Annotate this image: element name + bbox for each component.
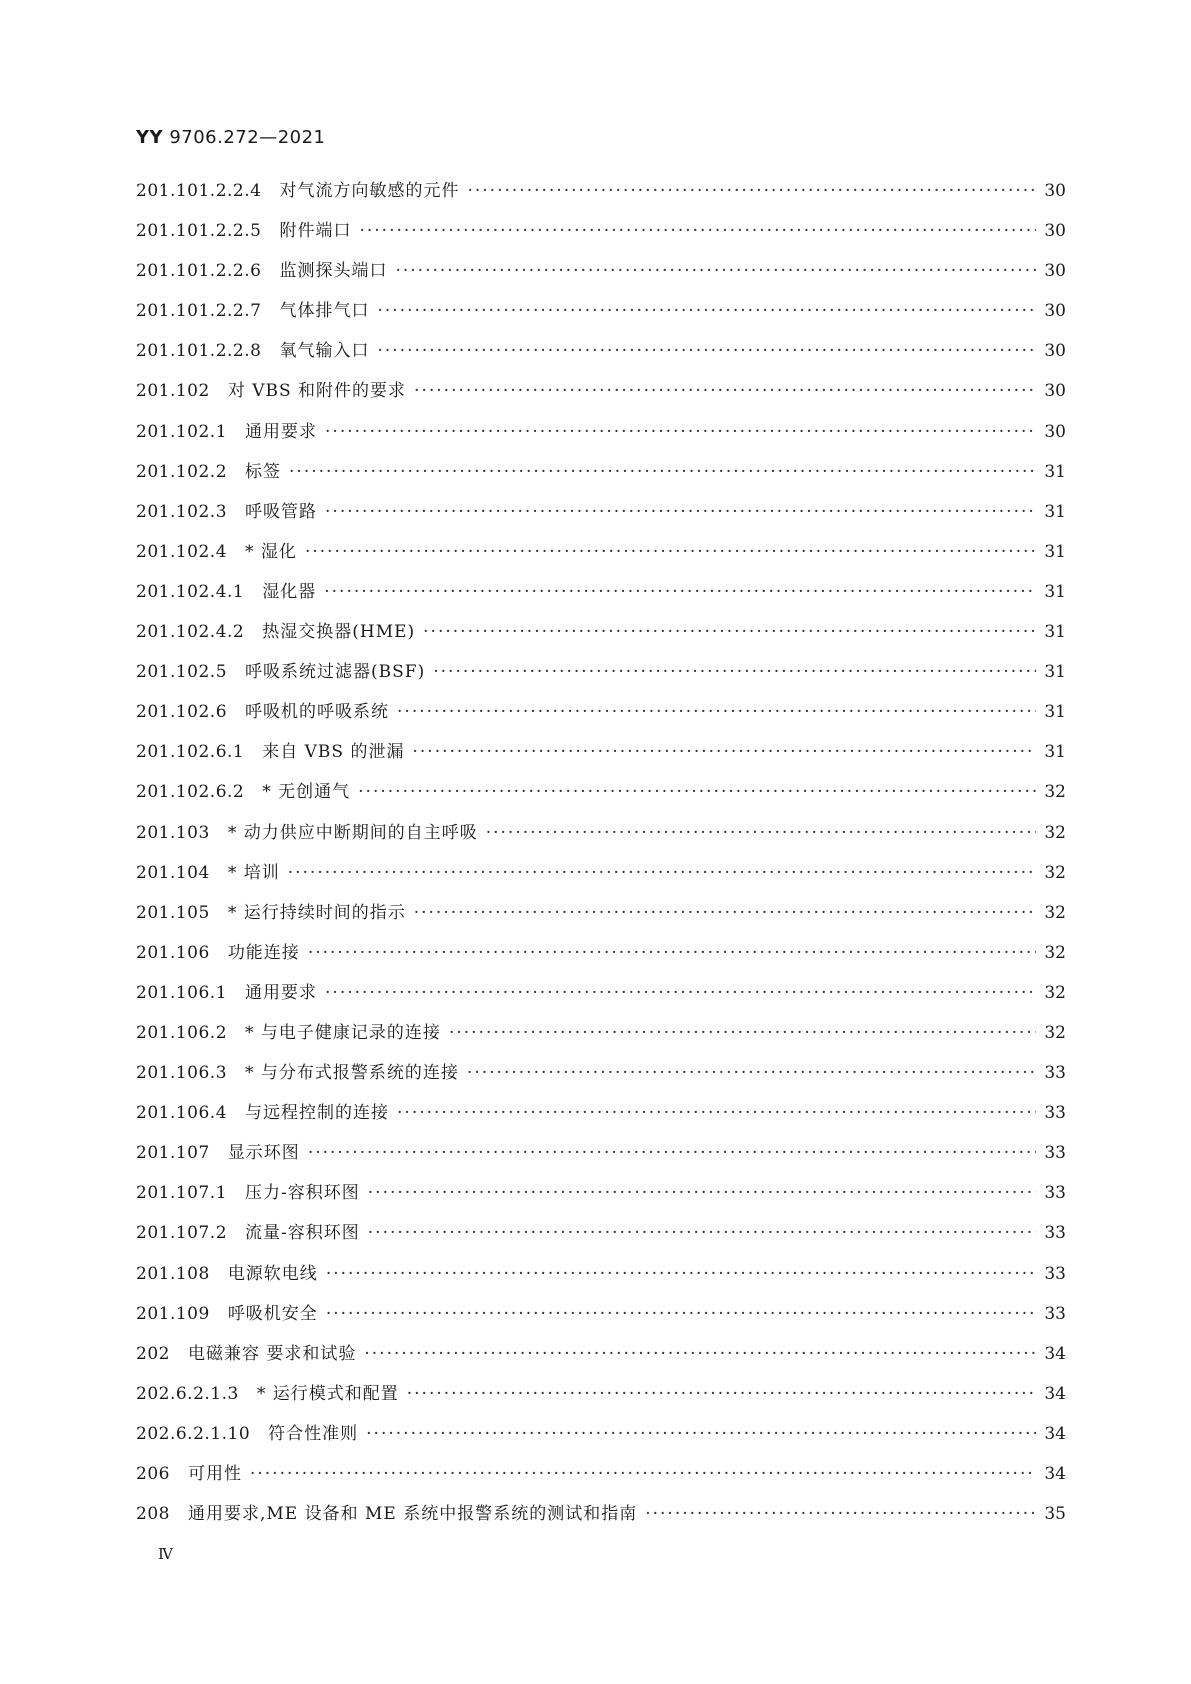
toc-entry[interactable] [136, 938, 1066, 978]
toc-dot-leader [407, 1384, 1037, 1404]
toc-page-number: 31 [1044, 622, 1066, 643]
toc-dot-leader [308, 943, 1037, 963]
toc-section-title: 热湿交换器(HME) [262, 622, 416, 643]
toc-entry[interactable] [136, 1018, 1066, 1058]
toc-section-title: 压力-容积环图 [245, 1183, 360, 1204]
toc-section-title: * 无创通气 [262, 782, 351, 803]
toc-entry[interactable] [136, 376, 1066, 416]
toc-page-number: 30 [1044, 181, 1066, 201]
toc-section-title: 可用性 [187, 1464, 242, 1484]
toc-entry[interactable] [136, 577, 1066, 617]
toc-dot-leader [414, 381, 1036, 401]
toc-entry[interactable] [136, 1299, 1066, 1339]
toc-dot-leader [377, 341, 1036, 361]
toc-page-number: 33 [1044, 1183, 1066, 1204]
toc-section-title: 对 VBS 和附件的要求 [227, 381, 407, 402]
toc-dot-leader [467, 181, 1036, 201]
toc-dot-leader [358, 782, 1036, 802]
toc-section-number: 201.102.6 [136, 702, 228, 723]
page-folio: Ⅳ [158, 1545, 173, 1563]
toc-entry[interactable] [136, 537, 1066, 577]
toc-section-title: 电磁兼容 要求和试验 [187, 1343, 357, 1364]
toc-entry[interactable] [136, 176, 1066, 216]
toc-page-number: 32 [1044, 782, 1066, 803]
toc-entry[interactable] [136, 978, 1066, 1018]
toc-section-title: 电源软电线 [227, 1263, 318, 1284]
toc-entry[interactable] [136, 336, 1066, 376]
toc-dot-leader [486, 823, 1037, 843]
toc-section-number: 201.104 [136, 862, 210, 883]
toc-entry[interactable] [136, 898, 1066, 938]
toc-page-number: 33 [1044, 1143, 1066, 1164]
toc-section-number: 201.101.2.2.5 [136, 221, 262, 242]
toc-dot-leader [325, 502, 1036, 522]
toc-page-number: 31 [1044, 742, 1066, 763]
toc-section-title: 通用要求 [245, 421, 318, 442]
toc-section-title: 氧气输入口 [279, 341, 370, 362]
toc-dot-leader [326, 1264, 1037, 1284]
toc-section-number: 201.106.2 [136, 1022, 228, 1043]
toc-section-number: 201.106 [136, 942, 210, 963]
toc-section-title: * 动力供应中断期间的自主呼吸 [227, 822, 478, 843]
toc-section-title: * 湿化 [245, 541, 297, 562]
toc-section-title: 流量-容积环图 [245, 1223, 360, 1244]
toc-page-number: 32 [1044, 902, 1066, 923]
toc-dot-leader [414, 903, 1037, 923]
toc-dot-leader [366, 1424, 1036, 1444]
toc-section-number: 201.107.2 [136, 1223, 228, 1244]
toc-section-title: 监测探头端口 [279, 261, 388, 282]
toc-dot-leader [645, 1504, 1036, 1524]
toc-section-number: 201.108 [136, 1263, 210, 1284]
toc-section-number: 208 [136, 1504, 170, 1525]
toc-entry[interactable] [136, 858, 1066, 898]
document-header [136, 127, 326, 148]
toc-section-number: 201.106.1 [136, 982, 228, 1003]
toc-page-number: 32 [1044, 1022, 1066, 1043]
toc-entry[interactable] [136, 1178, 1066, 1218]
toc-page-number: 31 [1044, 541, 1066, 562]
toc-dot-leader [359, 221, 1036, 241]
toc-dot-leader [397, 702, 1036, 722]
toc-entry[interactable] [136, 1259, 1066, 1299]
toc-section-number: 201.102 [136, 381, 210, 402]
toc-page-number: 33 [1044, 1303, 1066, 1324]
toc-entry[interactable] [136, 1138, 1066, 1178]
toc-dot-leader [288, 863, 1037, 883]
toc-page-number: 30 [1044, 301, 1066, 322]
toc-dot-leader [368, 1223, 1037, 1243]
toc-section-number: 202 [136, 1343, 170, 1364]
standard-code: YY [136, 127, 164, 148]
toc-dot-leader [377, 301, 1036, 321]
toc-section-title: 气体排气口 [279, 301, 370, 322]
toc-entry[interactable] [136, 457, 1066, 497]
toc-section-number: 201.109 [136, 1303, 210, 1324]
toc-section-number: 202.6.2.1.3 [136, 1383, 239, 1404]
toc-entry[interactable] [136, 1058, 1066, 1098]
toc-dot-leader [412, 742, 1036, 762]
toc-section-title: 标签 [245, 461, 282, 482]
toc-entry[interactable] [136, 657, 1066, 697]
toc-section-title: 功能连接 [227, 942, 300, 963]
toc-dot-leader [364, 1344, 1036, 1364]
toc-section-title: 通用要求,ME 设备和 ME 系统中报警系统的测试和指南 [187, 1504, 638, 1525]
table-of-contents [136, 176, 1066, 1539]
toc-dot-leader [324, 582, 1036, 602]
toc-section-number: 201.107.1 [136, 1183, 228, 1204]
toc-section-number: 201.102.2 [136, 461, 228, 482]
toc-dot-leader [423, 622, 1036, 642]
toc-page-number: 34 [1044, 1423, 1066, 1444]
toc-entry[interactable] [136, 256, 1066, 296]
toc-section-title: * 与分布式报警系统的连接 [245, 1063, 459, 1084]
toc-section-number: 201.101.2.2.7 [136, 301, 262, 322]
toc-section-title: 通用要求 [245, 982, 318, 1003]
toc-page-number: 33 [1044, 1263, 1066, 1284]
toc-entry[interactable] [136, 1499, 1066, 1539]
toc-dot-leader [308, 1143, 1037, 1163]
toc-section-number: 201.102.6.1 [136, 742, 245, 763]
toc-page-number: 33 [1044, 1223, 1066, 1244]
toc-entry[interactable] [136, 737, 1066, 777]
toc-section-title: 呼吸机安全 [227, 1303, 318, 1324]
toc-page-number: 31 [1044, 461, 1066, 482]
toc-page-number: 32 [1044, 982, 1066, 1003]
toc-section-title: 与远程控制的连接 [245, 1103, 390, 1124]
toc-page-number: 31 [1044, 662, 1066, 683]
toc-page-number: 30 [1044, 221, 1066, 242]
toc-dot-leader [305, 542, 1036, 562]
toc-dot-leader [433, 662, 1036, 682]
toc-entry[interactable] [136, 697, 1066, 737]
toc-page-number: 33 [1044, 1063, 1066, 1084]
toc-section-number: 201.106.3 [136, 1063, 228, 1084]
toc-page-number: 34 [1044, 1464, 1066, 1484]
toc-dot-leader [397, 1103, 1036, 1123]
toc-page-number: 35 [1044, 1504, 1066, 1525]
toc-dot-leader [325, 983, 1036, 1003]
toc-page-number: 32 [1044, 942, 1066, 963]
toc-entry[interactable] [136, 417, 1066, 457]
toc-section-title: * 培训 [227, 862, 280, 883]
toc-section-title: 符合性准则 [268, 1423, 359, 1444]
toc-section-title: 呼吸系统过滤器(BSF) [245, 662, 426, 683]
toc-section-title: * 运行模式和配置 [256, 1383, 399, 1404]
toc-dot-leader [467, 1063, 1036, 1083]
toc-page-number: 31 [1044, 501, 1066, 522]
toc-section-title: 呼吸机的呼吸系统 [245, 702, 390, 723]
toc-dot-leader [368, 1183, 1037, 1203]
toc-section-number: 206 [136, 1464, 170, 1484]
toc-section-number: 201.101.2.2.8 [136, 341, 262, 362]
toc-page-number: 31 [1044, 702, 1066, 723]
toc-page-number: 32 [1044, 822, 1066, 843]
toc-section-title: 呼吸管路 [245, 501, 318, 522]
toc-section-number: 201.101.2.2.4 [136, 181, 262, 201]
toc-section-number: 201.106.4 [136, 1103, 228, 1124]
toc-entry[interactable] [136, 1098, 1066, 1138]
toc-section-number: 201.107 [136, 1143, 210, 1164]
toc-entry[interactable] [136, 617, 1066, 657]
toc-entry[interactable] [136, 497, 1066, 537]
toc-dot-leader [289, 462, 1036, 482]
toc-entry[interactable] [136, 1379, 1066, 1419]
toc-dot-leader [449, 1023, 1036, 1043]
toc-page-number: 32 [1044, 862, 1066, 883]
toc-entry[interactable] [136, 1218, 1066, 1258]
toc-entry[interactable] [136, 296, 1066, 336]
toc-dot-leader [326, 1304, 1037, 1324]
toc-dot-leader [250, 1464, 1036, 1484]
toc-section-title: 附件端口 [279, 221, 352, 242]
toc-page-number: 34 [1044, 1343, 1066, 1364]
toc-section-title: 对气流方向敏感的元件 [279, 181, 460, 201]
toc-page-number: 34 [1044, 1383, 1066, 1404]
toc-entry[interactable] [136, 1459, 1066, 1499]
toc-section-number: 201.102.4.2 [136, 622, 245, 643]
toc-page-number: 30 [1044, 261, 1066, 282]
toc-section-number: 201.102.3 [136, 501, 228, 522]
toc-page-number: 31 [1044, 581, 1066, 602]
toc-entry[interactable] [136, 1419, 1066, 1459]
toc-section-title: 湿化器 [262, 581, 317, 602]
standard-number: 9706.272—2021 [169, 127, 326, 148]
toc-entry[interactable] [136, 216, 1066, 256]
toc-section-number: 201.103 [136, 822, 210, 843]
toc-entry[interactable] [136, 818, 1066, 858]
toc-section-title: 显示环图 [227, 1143, 300, 1164]
toc-dot-leader [395, 261, 1036, 281]
toc-section-number: 202.6.2.1.10 [136, 1423, 251, 1444]
toc-section-number: 201.102.5 [136, 662, 228, 683]
toc-section-title: 来自 VBS 的泄漏 [262, 742, 405, 763]
toc-section-number: 201.102.4.1 [136, 581, 245, 602]
toc-section-number: 201.102.6.2 [136, 782, 245, 803]
toc-page-number: 33 [1044, 1103, 1066, 1124]
toc-section-number: 201.101.2.2.6 [136, 261, 262, 282]
toc-page-number: 30 [1044, 341, 1066, 362]
toc-section-number: 201.102.1 [136, 421, 228, 442]
toc-entry[interactable] [136, 1339, 1066, 1379]
toc-section-number: 201.105 [136, 902, 210, 923]
toc-dot-leader [325, 422, 1036, 442]
toc-section-title: * 运行持续时间的指示 [227, 902, 406, 923]
toc-page-number: 30 [1044, 421, 1066, 442]
toc-section-title: * 与电子健康记录的连接 [245, 1022, 441, 1043]
toc-entry[interactable] [136, 777, 1066, 817]
toc-page-number: 30 [1044, 381, 1066, 402]
toc-section-number: 201.102.4 [136, 541, 228, 562]
